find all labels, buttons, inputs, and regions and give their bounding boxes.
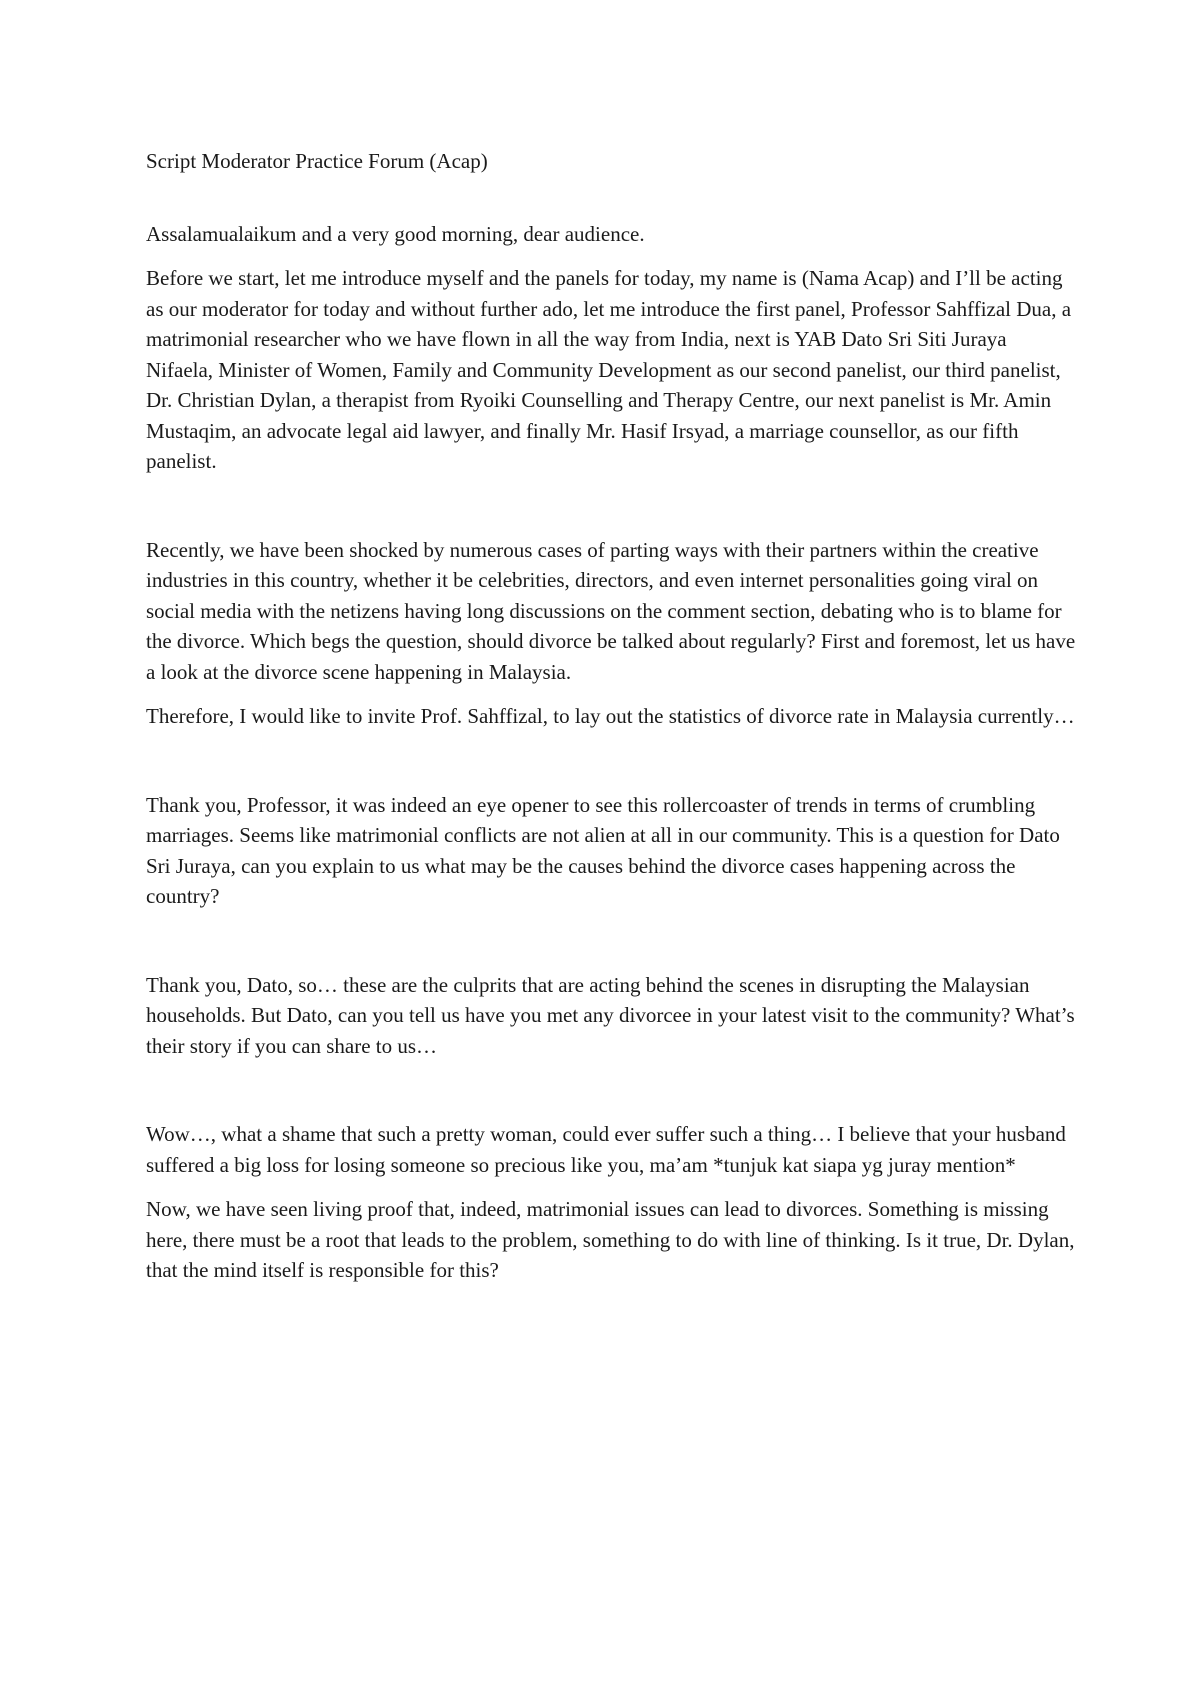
introduction-paragraph: Before we start, let me introduce myself and the panels for today, my name is (Nama Acap) and I’ll be acting as our moderator for today and without further ado, let me introduce the first panel, Professor Sahffizal Dua, a matrimonial researcher who we have flown in all the way from India, next is YAB Dato Sri Siti Juraya Nifaela, Minister of Women, Family and Community Development as our second panelist, our third panelist, Dr. Christian Dylan, a therapist from Ryoiki Counselling and Therapy Centre, our next panelist is Mr. Amin Mustaqim, an advocate legal aid lawyer, and finally Mr. Hasif Irsyad, a marriage counsellor, as our fifth panelist. [146, 266, 1072, 473]
greeting-paragraph: Assalamualaikum and a very good morning, dear audience. [146, 221, 645, 246]
question-dylan-paragraph: Now, we have seen living proof that, indeed, matrimonial issues can lead to divorces. Something is missing here, there must be a root that leads to the problem, something to do with line of thinking. Is it true, Dr. Dylan, that the mind itself is responsible for this? [146, 1197, 1075, 1282]
context-paragraph: Recently, we have been shocked by numerous cases of parting ways with their partners within the creative industries in this country, whether it be celebrities, directors, and even internet personalities going viral on social media with the netizens having long discussions on the comment section, debating who is to blame for the divorce. Which begs the question, should divorce be talked about regularly? First and foremost, let us have a look at the divorce scene happening in Malaysia. [146, 537, 1076, 684]
invite-professor-paragraph: Therefore, I would like to invite Prof. Sahffizal, to lay out the statistics of divorce rate in Malaysia currently… [146, 704, 1075, 728]
document-title: Script Moderator Practice Forum (Acap) [146, 149, 488, 173]
question-dato-paragraph: Thank you, Professor, it was indeed an eye opener to see this rollercoaster of trends in terms of crumbling marriages. Seems like matrimonial conflicts are not alien at all in our community. This is a question for Dato Sri Juraya, can you explain to us what may be the causes behind the divorce cases happening across the country? [146, 792, 1060, 908]
paragraph-gap [146, 1075, 1076, 1119]
reaction-paragraph: Wow…, what a shame that such a pretty woman, could ever suffer such a thing… I believe that your husband suffered a big loss for losing someone so precious like you, ma’am *tunjuk kat siapa yg juray mention* [146, 1122, 1066, 1177]
document-body [146, 146, 1076, 1300]
paragraph-gap [146, 926, 1076, 970]
followup-dato-paragraph: Thank you, Dato, so… these are the culprits that are acting behind the scenes in disrupting the Malaysian households. But Dato, can you tell us have you met any divorcee in your latest visit to the community? What’s their story if you can share to us… [146, 972, 1075, 1058]
paragraph-gap [146, 491, 1076, 535]
paragraph-gap [146, 746, 1076, 790]
